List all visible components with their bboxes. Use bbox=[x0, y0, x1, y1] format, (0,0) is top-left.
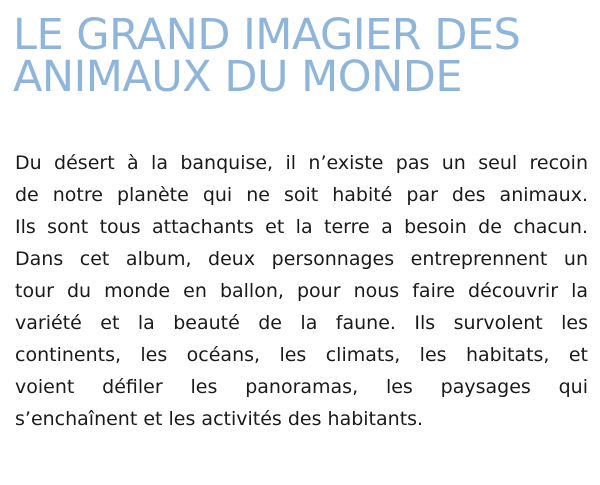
paragraph-line: tour du monde en ballon, pour nous faire découvrir la bbox=[15, 280, 588, 302]
paragraph-line: Du désert à la banquise, il n’existe pas un seul recoin bbox=[15, 152, 588, 174]
description-paragraph bbox=[15, 147, 588, 435]
paragraph-line: continents, les océans, les climats, les habitats, et bbox=[15, 344, 588, 366]
paragraph-line: Ils sont tous attachants et la terre a besoin de chacun. bbox=[15, 216, 588, 238]
page-title bbox=[13, 10, 588, 102]
paragraph-line: Dans cet album, deux personnages entreprennent un bbox=[15, 248, 588, 270]
title-line-2: ANIMAUX DU MONDE bbox=[13, 52, 463, 102]
paragraph-line: variété et la beauté de la faune. Ils survolent les bbox=[15, 312, 588, 334]
paragraph-line: voient défiler les panoramas, les paysages qui bbox=[15, 376, 588, 398]
title-line-1: LE GRAND IMAGIER DES bbox=[13, 10, 521, 60]
paragraph-line: de notre planète qui ne soit habité par des animaux. bbox=[15, 184, 588, 206]
paragraph-line: s’enchaînent et les activités des habitants. bbox=[15, 408, 424, 430]
